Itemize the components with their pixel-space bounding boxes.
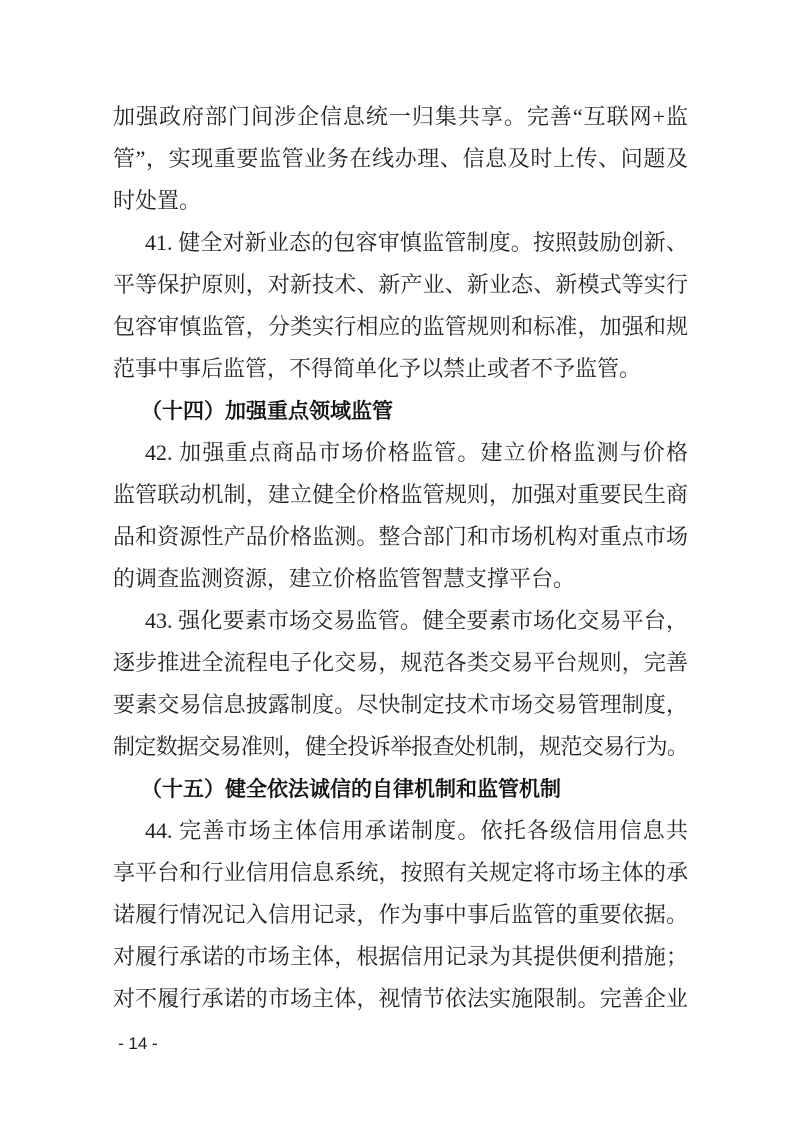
- paragraph-line: 诺履行情况记入信用记录，作为事中事后监管的重要依据。: [113, 902, 688, 927]
- paragraph-line: 对不履行承诺的市场主体，视情节依法实施限制。完善企业: [113, 986, 688, 1011]
- paragraph-line: 时处置。: [113, 188, 202, 213]
- paragraph-line: 41. 健全对新业态的包容审慎监管制度。按照鼓励创新、: [145, 230, 688, 255]
- paragraph-line: 逐步推进全流程电子化交易，规范各类交易平台规则，完善: [113, 650, 688, 675]
- paragraph-line: 42. 加强重点商品市场价格监管。建立价格监测与价格: [145, 440, 688, 465]
- document-body: [113, 96, 688, 1020]
- paragraph-line: 要素交易信息披露制度。尽快制定技术市场交易管理制度，: [113, 692, 688, 717]
- paragraph-line: 44. 完善市场主体信用承诺制度。依托各级信用信息共: [145, 818, 688, 843]
- section-heading: （十五）健全依法诚信的自律机制和监管机制: [141, 777, 561, 801]
- paragraph-line: 的调查监测资源，建立价格监管智慧支撑平台。: [113, 566, 576, 591]
- paragraph-line: 包容审慎监管，分类实行相应的监管规则和标准，加强和规: [113, 314, 688, 339]
- paragraph-line: 品和资源性产品价格监测。整合部门和市场机构对重点市场: [113, 524, 688, 549]
- paragraph-line: 对履行承诺的市场主体，根据信用记录为其提供便利措施；: [113, 944, 688, 969]
- paragraph-line: 43. 强化要素市场交易监管。健全要素市场化交易平台，: [145, 608, 688, 633]
- paragraph-line: 加强政府部门间涉企信息统一归集共享。完善“互联网+监: [113, 104, 688, 129]
- paragraph-line: 管”，实现重要监管业务在线办理、信息及时上传、问题及: [113, 146, 688, 171]
- paragraph-line: 享平台和行业信用信息系统，按照有关规定将市场主体的承: [113, 860, 688, 885]
- paragraph-line: 监管联动机制，建立健全价格监管规则，加强对重要民生商: [113, 482, 688, 507]
- section-heading: （十四）加强重点领域监管: [141, 399, 393, 423]
- paragraph-line: 范事中事后监管，不得简单化予以禁止或者不予监管。: [113, 356, 642, 381]
- paragraph-line: 制定数据交易准则，健全投诉举报查处机制，规范交易行为。: [113, 734, 688, 759]
- paragraph-line: 平等保护原则，对新技术、新产业、新业态、新模式等实行: [113, 272, 688, 297]
- page-number: - 14 -: [118, 1034, 158, 1053]
